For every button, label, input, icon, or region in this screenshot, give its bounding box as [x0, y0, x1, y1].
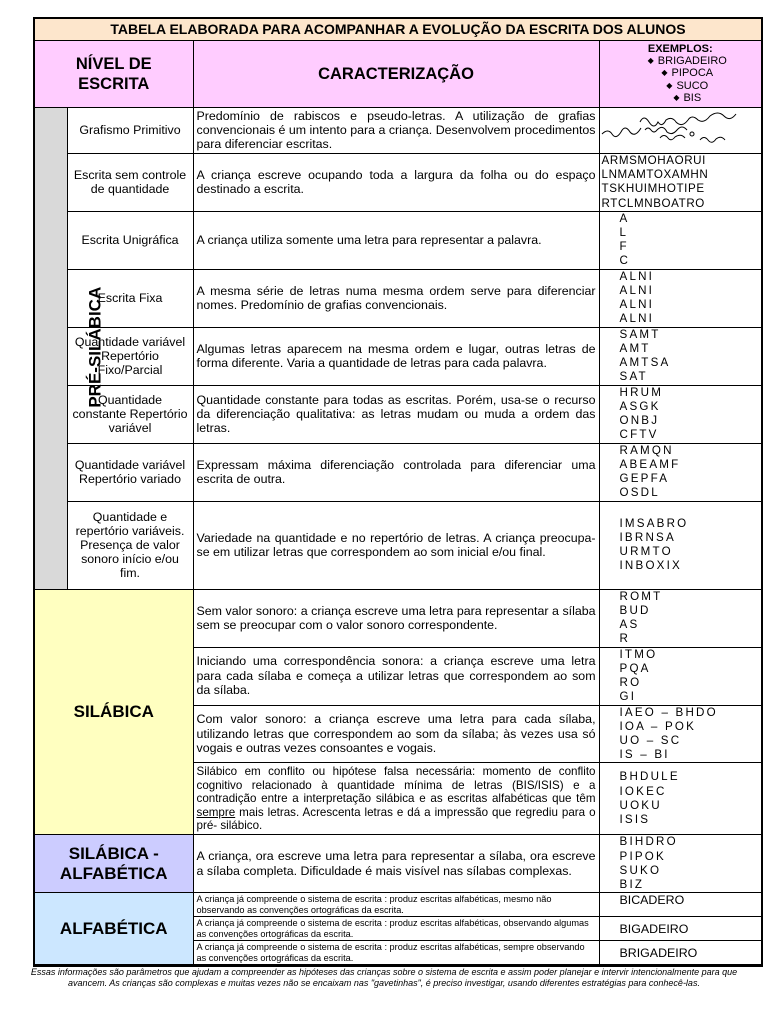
examples-word-list	[602, 55, 760, 105]
table-row	[35, 835, 761, 893]
description-cell: A mesma série de letras numa mesma ordem serve para diferenciar nomes. Predomínio de grafias convencionais.	[193, 269, 599, 327]
samples-cell	[599, 501, 761, 589]
samples-cell	[599, 705, 761, 763]
example-word: ◆ BRIGADEIRO	[616, 55, 760, 68]
level-alfabetica: ALFABÉTICA	[35, 893, 193, 965]
table-title: TABELA ELABORADA PARA ACOMPANHAR A EVOLUÇÃO DA ESCRITA DOS ALUNOS	[35, 19, 761, 41]
description-cell: Expressam máxima diferenciação controlada para diferenciar uma escrita de outra.	[193, 443, 599, 501]
sample-line: IBRNSA	[619, 530, 676, 544]
samples-cell	[599, 269, 761, 327]
sublevel-label: Quantidade variável Repertório variado	[67, 443, 193, 501]
description-emphasis: sempre	[196, 805, 236, 819]
level-silabica: SILÁBICA	[35, 589, 193, 835]
example-word: ◆ BIS	[616, 92, 760, 105]
sample-line: IS – BI	[619, 748, 670, 762]
scribble-sample-icon	[600, 108, 760, 150]
samples-cell: BICADERO	[599, 893, 761, 917]
sample-line: ALNI	[619, 312, 655, 326]
level-pre-silabica	[35, 107, 105, 589]
example-word: ◆ SUCO	[616, 80, 760, 93]
sample-line: RO	[619, 676, 642, 690]
description-cell: A criança escreve ocupando toda a largura da folha ou do espaço destinado a escrita.	[193, 153, 599, 211]
description-cell: Com valor sonoro: a criança escreve uma letra para cada sílaba, utilizando letras que correspondem ao som da sílaba; às vezes usa só vogais e outras vezes consoantes e vogais.	[193, 705, 599, 763]
table-row	[35, 211, 761, 269]
sample-line: SUKO	[619, 863, 662, 877]
examples-column-header	[599, 41, 761, 107]
table-row	[35, 501, 761, 589]
sample-line: ALNI	[619, 298, 655, 312]
sample-line: C	[619, 254, 631, 268]
samples-cell: BIGADEIRO	[599, 917, 761, 941]
sublevel-label: Quantidade e repertório variáveis. Presença de valor sonoro início e/ou fim.	[67, 501, 193, 589]
table-row	[35, 107, 761, 153]
sample-line: IMSABRO	[619, 516, 689, 530]
sample-line: RTCLMNBOATRO	[601, 196, 705, 210]
sample-line: IOKEC	[619, 784, 667, 798]
sublevel-label: Quantidade constante Repertório variável	[67, 385, 193, 443]
sample-line: LNMAMTOXAMHN	[601, 168, 709, 182]
sample-line: IAEO – BHDO	[619, 705, 718, 719]
example-word: ◆ PIPOCA	[616, 67, 760, 80]
sample-line: R	[619, 632, 631, 646]
sample-line: PQA	[619, 661, 651, 675]
sample-line: BIZ	[619, 878, 645, 892]
writing-levels-grid	[35, 41, 761, 965]
sample-line: RAMQN	[619, 443, 674, 457]
sample-line: A	[619, 211, 630, 225]
level-header-line2: ESCRITA	[78, 74, 150, 93]
sample-line: AS	[619, 618, 640, 632]
table-row	[35, 327, 761, 385]
sample-line: F	[619, 240, 629, 254]
samples-cell: BRIGADEIRO	[599, 941, 761, 965]
sample-line: ONBJ	[619, 414, 660, 428]
description-cell: A criança já compreende o sistema de escrita : produz escritas alfabéticas, sempre observando as convenções ortográficas da escrita.	[193, 941, 599, 965]
samples-cell	[599, 763, 761, 835]
level-label: PRÉ-SILÁBICA	[85, 287, 105, 408]
description-cell: A criança utiliza somente uma letra para representar a palavra.	[193, 211, 599, 269]
sample-line: OSDL	[619, 486, 660, 500]
description-cell: Quantidade constante para todas as escritas. Porém, usa-se o recurso da diferenciação qualitativa: as letras mudam ou muda a ordem das letras.	[193, 385, 599, 443]
sublevel-label: Escrita Fixa	[67, 269, 193, 327]
description-cell: Iniciando uma correspondência sonora: a criança escreve uma letra para cada sílaba e começa a utilizar letras que correspondem ao som da sílaba.	[193, 647, 599, 705]
sample-line: ASGK	[619, 399, 661, 413]
sample-line: ARMSMOHAORUI	[601, 153, 706, 167]
samples-cell	[599, 385, 761, 443]
sample-line: ROMT	[619, 589, 663, 603]
sample-line: UOKU	[619, 798, 662, 812]
sample-line: INBOXIX	[619, 559, 682, 573]
sample-line: HRUM	[619, 385, 664, 399]
description-cell: A criança já compreende o sistema de escrita : produz escritas alfabéticas, mesmo não observando as convenções ortográficas da escrita.	[193, 893, 599, 917]
samples-cell	[599, 589, 761, 647]
description-cell: Algumas letras aparecem na mesma ordem e lugar, outras letras de forma diferente. Varia a quantidade de letras para cada palavra.	[193, 327, 599, 385]
sample-line: URMTO	[619, 545, 673, 559]
description-cell	[193, 763, 599, 835]
sample-line: TSKHUIMHOTIPE	[601, 182, 705, 196]
samples-cell	[599, 835, 761, 893]
description-cell: Sem valor sonoro: a criança escreve uma letra para representar a sílaba sem se preocupar com o valor sonoro correspondente.	[193, 589, 599, 647]
samples-cell	[599, 107, 761, 153]
sample-line: ISIS	[619, 813, 651, 827]
sample-line: ALNI	[619, 284, 655, 298]
table-row	[35, 385, 761, 443]
sublevel-label: Escrita sem controle de quantidade	[67, 153, 193, 211]
description-cell: A criança, ora escreve uma letra para representar a sílaba, ora escreve a sílaba completa. Dificuldade é mais visível nas sílabas complexas.	[193, 835, 599, 893]
table-row	[35, 269, 761, 327]
samples-cell	[599, 153, 761, 211]
sublevel-label: Grafismo Primitivo	[67, 107, 193, 153]
sublevel-label: Quantidade variável Repertório Fixo/Parcial	[67, 327, 193, 385]
sample-line: ITMO	[619, 647, 658, 661]
sample-line: IOA – POK	[619, 719, 697, 733]
sample-line: PIPOK	[619, 849, 666, 863]
sample-line: CFTV	[619, 428, 659, 442]
sample-line: AMT	[619, 342, 651, 356]
sample-line: GEPFA	[619, 472, 670, 486]
sample-line: SAT	[619, 370, 648, 384]
sample-line: UO – SC	[619, 733, 682, 747]
footer-note: Essas informações são parâmetros que ajudam a compreender as hipóteses das crianças sobre o sistema de escrita e assim poder planejar e intervir intencionalmente para que avancem. As crianças são complexas e muitas vezes não se encaixam nas "gavetinhas", é preciso investigar, usando diferentes estratégias para conhecê-las.	[30, 967, 738, 989]
table-row	[35, 589, 761, 647]
writing-evolution-table	[33, 17, 763, 967]
sample-line: AMTSA	[619, 356, 671, 370]
level-label-line2: ALFABÉTICA	[59, 863, 168, 883]
sample-line: BIHDRO	[619, 835, 678, 849]
table-row	[35, 153, 761, 211]
description-cell: Predomínio de rabiscos e pseudo-letras. A utilização de grafias convencionais é um intento para a criança. Desenvolvem procedimentos para diferenciar escritas.	[193, 107, 599, 153]
sample-line: BUD	[619, 603, 651, 617]
description-cell: Variedade na quantidade e no repertório de letras. A criança preocupa-se em utilizar letras que correspondem ao som inicial e/ou final.	[193, 501, 599, 589]
samples-cell	[599, 647, 761, 705]
sample-line: SAMT	[619, 327, 661, 341]
description-text: mais letras. Acrescenta letras e dá a impressão que regrediu para o pré- silábico.	[196, 805, 596, 832]
sample-line: L	[619, 226, 629, 240]
samples-cell	[599, 443, 761, 501]
sample-line: ALNI	[619, 269, 655, 283]
level-label-line1: SILÁBICA -	[68, 843, 159, 863]
examples-title: EXEMPLOS:	[647, 42, 713, 55]
table-row	[35, 443, 761, 501]
level-column-header	[35, 41, 193, 107]
sublevel-label: Escrita Unigráfica	[67, 211, 193, 269]
sample-line: ABEAMF	[619, 457, 681, 471]
samples-cell	[599, 211, 761, 269]
sample-line: BHDULE	[619, 770, 680, 784]
table-row	[35, 893, 761, 917]
description-text: Silábico em conflito ou hipótese falsa necessária: momento de conflito cognitivo relacionado à quantidade mínima de letras (BIS/ISIS) e a contradição entre a interpretação silábica e as escritas alfabéticas que têm	[196, 765, 596, 806]
description-cell: A criança já compreende o sistema de escrita : produz escritas alfabéticas, observando algumas as convenções ortográficas da escrita.	[193, 917, 599, 941]
level-silabica-alfabetica	[35, 835, 193, 893]
header-row	[35, 41, 761, 107]
characterization-column-header: CARACTERIZAÇÃO	[193, 41, 599, 107]
sample-line: GI	[619, 690, 637, 704]
samples-cell	[599, 327, 761, 385]
level-header-line1: NÍVEL DE	[75, 54, 152, 73]
